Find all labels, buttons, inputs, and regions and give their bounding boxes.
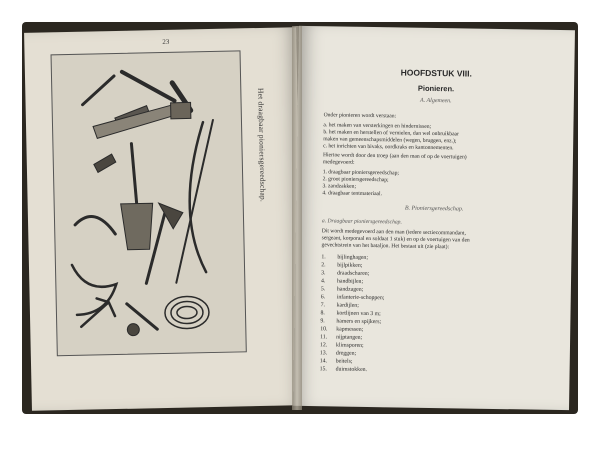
item-label: handzagen;	[336, 286, 364, 293]
item-number: 7.	[320, 302, 326, 309]
bow-saw-icon	[188, 122, 206, 272]
grapple-icon	[81, 298, 116, 327]
item-number: 13.	[319, 350, 328, 357]
body-text: sergeant, korporaal en soldaat 1 stuk) en op de voertuigen van den	[321, 235, 470, 244]
definition-line: a. het maken van versterkingen en hindernissen;	[323, 122, 432, 130]
definition-line: c. het inrichten van bivaks, oordkraks en kantonnementen.	[323, 143, 454, 152]
body-text: gevechtstrein van het bataljon. Het bestaat uit (zie plaat):	[321, 242, 450, 251]
definition-line: maken van gemeenschapsmiddelen (wegen, bruggen, enz.);	[323, 136, 457, 145]
section-b-heading: B. Pioniersgereedschap.	[404, 205, 464, 213]
item-label: klimsporen;	[335, 342, 364, 349]
item-label: bijlpikken;	[337, 262, 363, 269]
item-number: 5.	[320, 286, 326, 293]
list-item	[320, 358, 353, 366]
shovel-icon	[131, 144, 136, 204]
item-number: 1.	[321, 254, 326, 261]
intro-text: Onder pionieren wordt verstaan:	[323, 112, 397, 120]
item-label: infanterie-schoppen;	[336, 294, 385, 302]
subsection-heading: a. Draagbaar pioniersgereedschap.	[321, 218, 402, 226]
item-number: 4.	[320, 278, 326, 285]
body-text: Dit wordt medegevoerd aan den man (iedere sectiecommandant,	[321, 228, 466, 237]
page-number: 23	[162, 37, 170, 46]
item-label: hamers en spijkers;	[336, 318, 382, 326]
list-item	[321, 294, 385, 302]
gear-list-item: 1. draagbaar pioniersgereedschap;	[322, 169, 400, 177]
illustration-caption: Het draagbaar pioniersgereedschap.	[256, 87, 268, 203]
section-a-heading: A. Algemeen.	[419, 97, 452, 105]
list-item	[320, 334, 362, 342]
pliers-icon	[127, 324, 139, 336]
item-label: handbijlen;	[336, 278, 364, 285]
item-number: 8.	[320, 310, 325, 317]
left-page	[24, 27, 304, 411]
hiertoe-text: Hiertoe wordt door den troep (aan den man of op de voertuigen)	[322, 152, 467, 161]
item-label: beitels;	[335, 358, 353, 365]
gear-list-item: 4. draagbaar tentmateriaal.	[322, 190, 383, 198]
item-label: bijlinghagen;	[337, 254, 369, 261]
right-page	[293, 26, 575, 410]
list-item	[320, 310, 380, 318]
item-number: 3.	[321, 270, 326, 277]
item-number: 15.	[319, 366, 327, 373]
list-item	[320, 366, 368, 374]
item-label: nijptangen;	[336, 334, 363, 341]
item-number: 14.	[319, 358, 328, 365]
list-item	[321, 254, 368, 262]
list-item	[320, 350, 356, 358]
item-label: kortlijnen van 3 m;	[336, 310, 381, 318]
book-spine-gutter	[292, 26, 302, 410]
list-item	[320, 326, 363, 334]
pickaxe-icon	[82, 76, 115, 105]
tools-drawing	[52, 51, 246, 355]
wire-cutter-icon	[94, 154, 116, 172]
hiertoe-text: medegevoerd:	[322, 159, 355, 166]
item-label: duimstokken.	[335, 366, 368, 373]
list-item	[321, 286, 364, 294]
item-number: 2.	[321, 262, 326, 269]
definition-line: b. het maken en herstellen of vernielen, dan wel onbruikbaar	[323, 129, 459, 138]
chapter-subtitle: Pionieren.	[417, 83, 455, 94]
item-label: kapmessen;	[336, 326, 364, 333]
list-item	[321, 278, 363, 286]
item-label: dreggen;	[335, 350, 357, 357]
list-item	[321, 270, 369, 278]
item-label: kardijlen;	[336, 302, 359, 309]
list-item	[321, 262, 362, 270]
list-item	[321, 302, 359, 310]
list-item	[320, 342, 364, 350]
gear-list-item: 3. zandzakken;	[322, 183, 357, 190]
list-item	[320, 318, 381, 326]
chapter-title: HOOFDSTUK VIII.	[400, 67, 473, 79]
item-number: 9.	[320, 318, 325, 325]
tools-illustration	[51, 50, 247, 356]
item-number: 12.	[319, 342, 328, 349]
item-number: 10.	[320, 326, 328, 333]
item-number: 11.	[320, 334, 328, 341]
item-number: 6.	[320, 294, 326, 301]
gear-list-item: 2. groot pioniersgereedschap;	[322, 176, 389, 184]
item-label: draadscharen;	[337, 270, 370, 277]
